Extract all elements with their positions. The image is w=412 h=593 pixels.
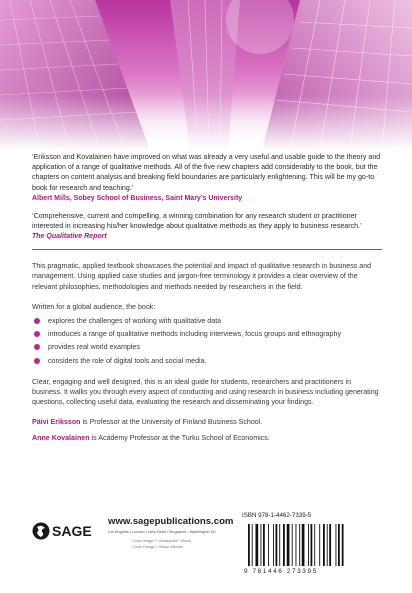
review-quote-2: ‘Comprehensive, current and compelling, a winning combination for any research student or practitioner interested in increasing his/her knowledge about qualitative methods as they apply to business research.’ [32,211,362,231]
barcode-bar [296,524,297,566]
review-quote-1: ‘Eriksson and Kovalainen have improved on what was already a very useful and usable guide to the theory and application of a range of qualitative methods. All of the five new chapters add considerably to the book, but the chapters on content analysis and breaking field boundaries are particularly enlightening. This will be my go-to book for research and teaching.’ [32,153,381,192]
isbn-label: ISBN 978-1-4462-7339-5 [242,512,312,519]
barcode-digits: 9 781446 273395 [244,568,318,575]
bullet-icon [34,344,40,350]
barcode-bar [248,524,250,566]
skyscraper-illustration [0,0,412,150]
author-bio-2: Anne Kovalainen is Academy Professor at the Turku School of Economics. [32,433,270,442]
author-name: Päivi Eriksson [32,418,81,427]
barcode-bar [261,524,262,566]
publisher-footer [32,512,382,582]
feature-list [32,316,382,366]
sage-logo-icon [32,520,106,542]
barcode-icon [242,522,382,572]
barcode-bar [311,524,313,566]
barcode-bar [319,524,320,566]
cover-image-credit: Cover image © Vandeputte / iStock [132,539,192,543]
review-attribution-2: The Qualitative Report [32,233,107,241]
author-name: Anne Kovalainen [32,433,90,442]
barcode-bar [279,524,280,566]
back-cover-text [32,152,382,448]
cover-hero-image [0,0,412,150]
barcode-bar [302,524,305,566]
barcode-bar [273,524,274,566]
list-item: explores the challenges of working with qualitative data [32,316,382,326]
list-item: provides real world examples [32,342,382,352]
isbn-block [242,512,382,580]
list-item: introduces a range of qualitative methods including interviews, focus groups and ethnography [32,329,382,339]
publisher-url[interactable]: www.sagepublications.com [108,516,234,527]
barcode-bar [336,524,337,566]
list-item: considers the role of digital tools and social media. [32,356,382,366]
bullet-icon [34,331,40,337]
review-attribution-1: Albert Mills, Sobey School of Business, Saint Mary’s University [32,194,243,202]
sage-logo-text: SAGE [52,523,92,539]
list-intro: Written for a global audience, the book: [32,302,156,311]
barcode-bar [268,524,269,566]
author-bio-1: Päivi Eriksson is Professor at the University of Finland Business School. [32,418,263,427]
bullet-icon [34,318,40,324]
publisher-cities: Los Angeles • London • New Delhi • Singapore • Washington DC [108,530,217,534]
barcode-bar [342,524,344,566]
barcode-bar [308,524,309,566]
barcode-bar [327,524,328,566]
barcode-bar [276,524,278,566]
barcode-bar [323,524,325,566]
book-description: This pragmatic, applied textbook showcases the potential and impact of qualitative research in business and management. Using applied case studies and jargon-free terminology it provides a clear overview of the relevant philosophies, methodologies and methods needed by researchers in the field. [32,262,372,291]
barcode-bar [299,524,300,566]
section-divider [32,249,382,250]
cover-design-credit: Cover Design • Shaun Mercier [132,545,184,549]
barcode-bar [252,524,253,566]
barcode-bar [314,524,315,566]
bullet-icon [34,358,40,364]
barcode-bar [292,524,293,566]
barcode-bar [329,524,331,566]
barcode-bar [263,524,265,566]
barcode-bar [338,524,340,566]
barcode-bar [283,524,285,566]
closing-paragraph: Clear, engaging and well designed, this is an ideal guide for students, researchers and practitioners in business. It walks you through every aspect of conducting and using research in business including generating questions, collecting useful data, evaluating the research and disseminating your findings. [32,377,379,407]
barcode-bar [256,524,259,566]
barcode-bar [287,524,290,566]
